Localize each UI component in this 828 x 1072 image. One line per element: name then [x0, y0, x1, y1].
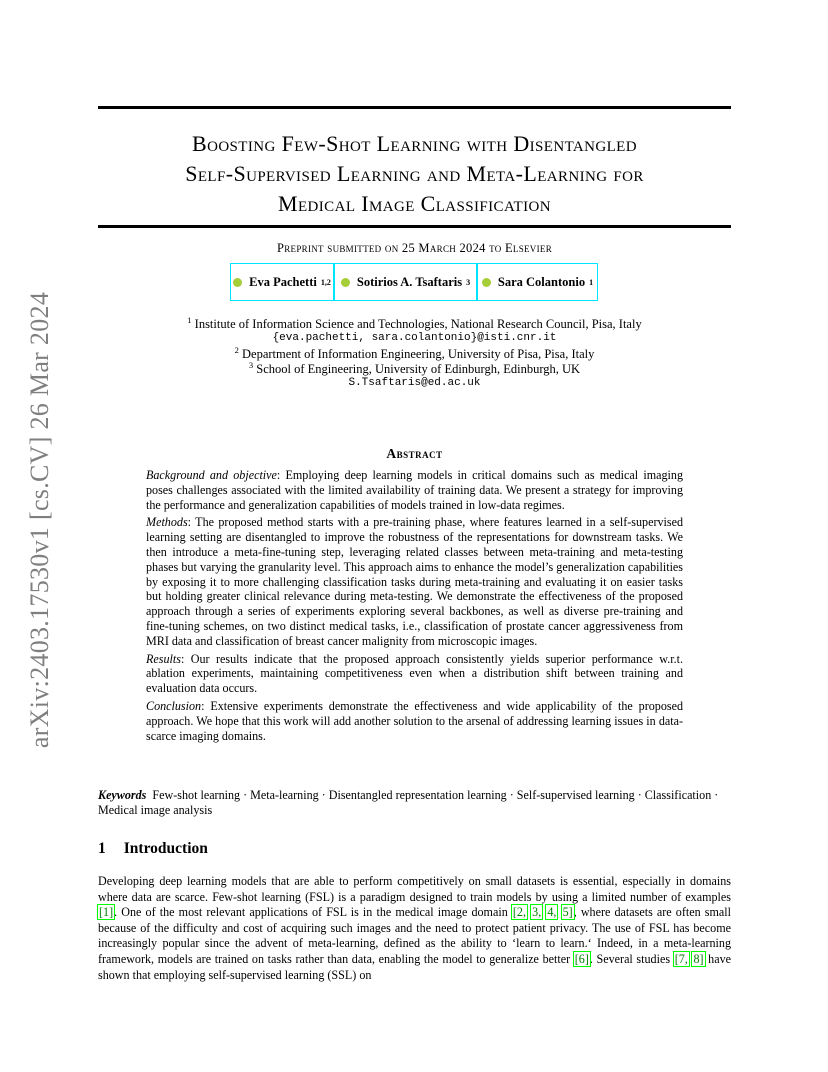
- affil-text: School of Engineering, University of Edinburgh, Edinburgh, UK: [256, 362, 581, 377]
- abstract-label: Conclusion: [146, 698, 202, 713]
- body-text: Developing deep learning models that are able to perform competitively on small datasets is essential, especially in domains where data are scarce. Few-shot learning (FSL) is a paradigm designed to train models by using a limited number of examples: [98, 874, 731, 904]
- affiliation-1: [98, 315, 731, 332]
- body-text: , where datasets are often small because of the difficulty and cost of acquiring such images and the need to protect patient privacy. The use of FSL has become increasingly popular since the advent of meta-learning, defined as the ability to ‘learn to learn.‘ Indeed, in a meta-learning framework, models are trained on tasks rather than data, enabling the model to generalize better: [98, 905, 731, 966]
- orcid-icon[interactable]: [341, 278, 350, 287]
- body-text: . One of the most relevant applications of FSL is in the medical image domain: [114, 905, 512, 920]
- abstract-label: Results: [146, 651, 181, 666]
- abstract-label: Methods: [146, 515, 188, 530]
- affiliation-3: [98, 360, 731, 377]
- keywords-text: Few-shot learning · Meta-learning · Disentangled representation learning · Self-supervised learning · Classification · Medical image analysis: [98, 788, 719, 817]
- intro-paragraph: [98, 874, 731, 983]
- author-name: Sara Colantonio: [497, 274, 586, 289]
- author-link-colantonio[interactable]: [477, 263, 598, 301]
- author-link-tsaftaris[interactable]: [334, 263, 477, 301]
- affil-text: Department of Information Engineering, University of Pisa, Pisa, Italy: [242, 347, 595, 362]
- abstract-text: : Extensive experiments demonstrate the effectiveness and wide applicability of the proposed approach. We hope that this work will add another solution to the arsenal of addressing learning issues in data-scarce imaging domains.: [146, 698, 683, 743]
- abstract-conclusion: [146, 699, 683, 743]
- paper-title: [98, 129, 731, 219]
- affil-number: 3: [248, 360, 254, 370]
- affil-text: Institute of Information Science and Technologies, National Research Council, Pisa, Italy: [194, 317, 642, 332]
- author-affil-sup: 3: [466, 277, 471, 287]
- title-line: Boosting Few-Shot Learning with Disentangled: [192, 131, 637, 156]
- orcid-icon[interactable]: [482, 278, 491, 287]
- citation-link[interactable]: [2,: [512, 905, 526, 920]
- abstract-methods: [146, 515, 683, 648]
- arxiv-id-text: arXiv:2403.17530v1 [cs.CV] 26 Mar 2024: [25, 291, 55, 748]
- citation-link[interactable]: 8]: [693, 951, 704, 966]
- section-title: Introduction: [123, 840, 208, 857]
- citation-link[interactable]: [7,: [674, 951, 688, 966]
- body-text: . Several studies: [589, 951, 674, 966]
- title-line: Medical Image Classification: [278, 191, 551, 216]
- title-top-rule: [98, 106, 731, 109]
- keywords-label: Keywords: [98, 788, 147, 802]
- abstract-body: [146, 468, 683, 746]
- body-text: have shown that employing self-supervised learning (SSL) on: [98, 951, 732, 982]
- affil-number: 2: [234, 345, 239, 355]
- affiliation-1-email: {eva.pachetti, sara.colantonio}@isti.cnr.it: [272, 332, 557, 344]
- affiliation-3-email: S.Tsaftaris@ed.ac.uk: [348, 377, 481, 389]
- author-affil-sup: 1: [589, 277, 594, 287]
- abstract-results: [146, 652, 683, 696]
- citation-link[interactable]: 3,: [532, 905, 542, 920]
- section-heading: [98, 840, 226, 858]
- abstract-heading: Abstract: [386, 446, 443, 461]
- orcid-icon[interactable]: [233, 278, 242, 287]
- abstract-text: : The proposed method starts with a pre-training phase, where features learned in a self-supervised learning setting are disentangled to improve the robustness of the representations for downstream tasks. We then introduce a meta-fine-tuning step, leveraging related classes between meta-training and meta-testing phases but varying the granularity level. This approach aims to enhance the model’s generalization capabilities by exposing it to more challenging classification tasks during meta-training and evaluating it on easier tasks but holding greater clinical relevance during meta-testing. We demonstrate the effectiveness of the proposed approach through a series of experiments exploring several backbones, as well as diverse pre-training and fine-tuning schemes, on two distinct medical tasks, i.e., classification of prostate cancer aggressiveness from MRI data and classification of breast cancer malignity from microscopic images.: [146, 515, 683, 648]
- section-number: 1: [98, 840, 106, 857]
- citation-link[interactable]: 5]: [562, 905, 573, 920]
- keywords-block: [98, 788, 731, 818]
- arxiv-side-identifier: [18, 282, 62, 757]
- abstract-background: [146, 468, 683, 512]
- abstract-text: : Employing deep learning models in critical domains such as medical imaging poses challenges associated with the limited availability of training data. We present a strategy for improving the performance and generalization capabilities of models trained in low-data regimes.: [146, 468, 683, 512]
- author-link-pachetti[interactable]: [230, 263, 334, 301]
- author-affil-sup: 1,2: [320, 277, 331, 287]
- author-name: Sotirios A. Tsaftaris: [356, 274, 463, 289]
- abstract-text: : Our results indicate that the proposed approach consistently yields superior performance w.r.t. ablation experiments, maintaining competitiveness even when a distribution shift between training and evaluation data occurs.: [146, 651, 683, 696]
- citation-link[interactable]: [6]: [574, 951, 589, 966]
- affil-number: 1: [187, 315, 192, 325]
- abstract-label: Background and objective: [146, 468, 277, 482]
- title-line: Self-Supervised Learning and Meta-Learning for: [185, 161, 644, 186]
- citation-link[interactable]: [1]: [99, 905, 114, 920]
- preprint-note: Preprint submitted on 25 March 2024 to Elsevier: [276, 241, 552, 255]
- author-name: Eva Pachetti: [249, 274, 317, 289]
- title-bottom-rule: [98, 225, 731, 228]
- citation-link[interactable]: 4,: [547, 905, 557, 920]
